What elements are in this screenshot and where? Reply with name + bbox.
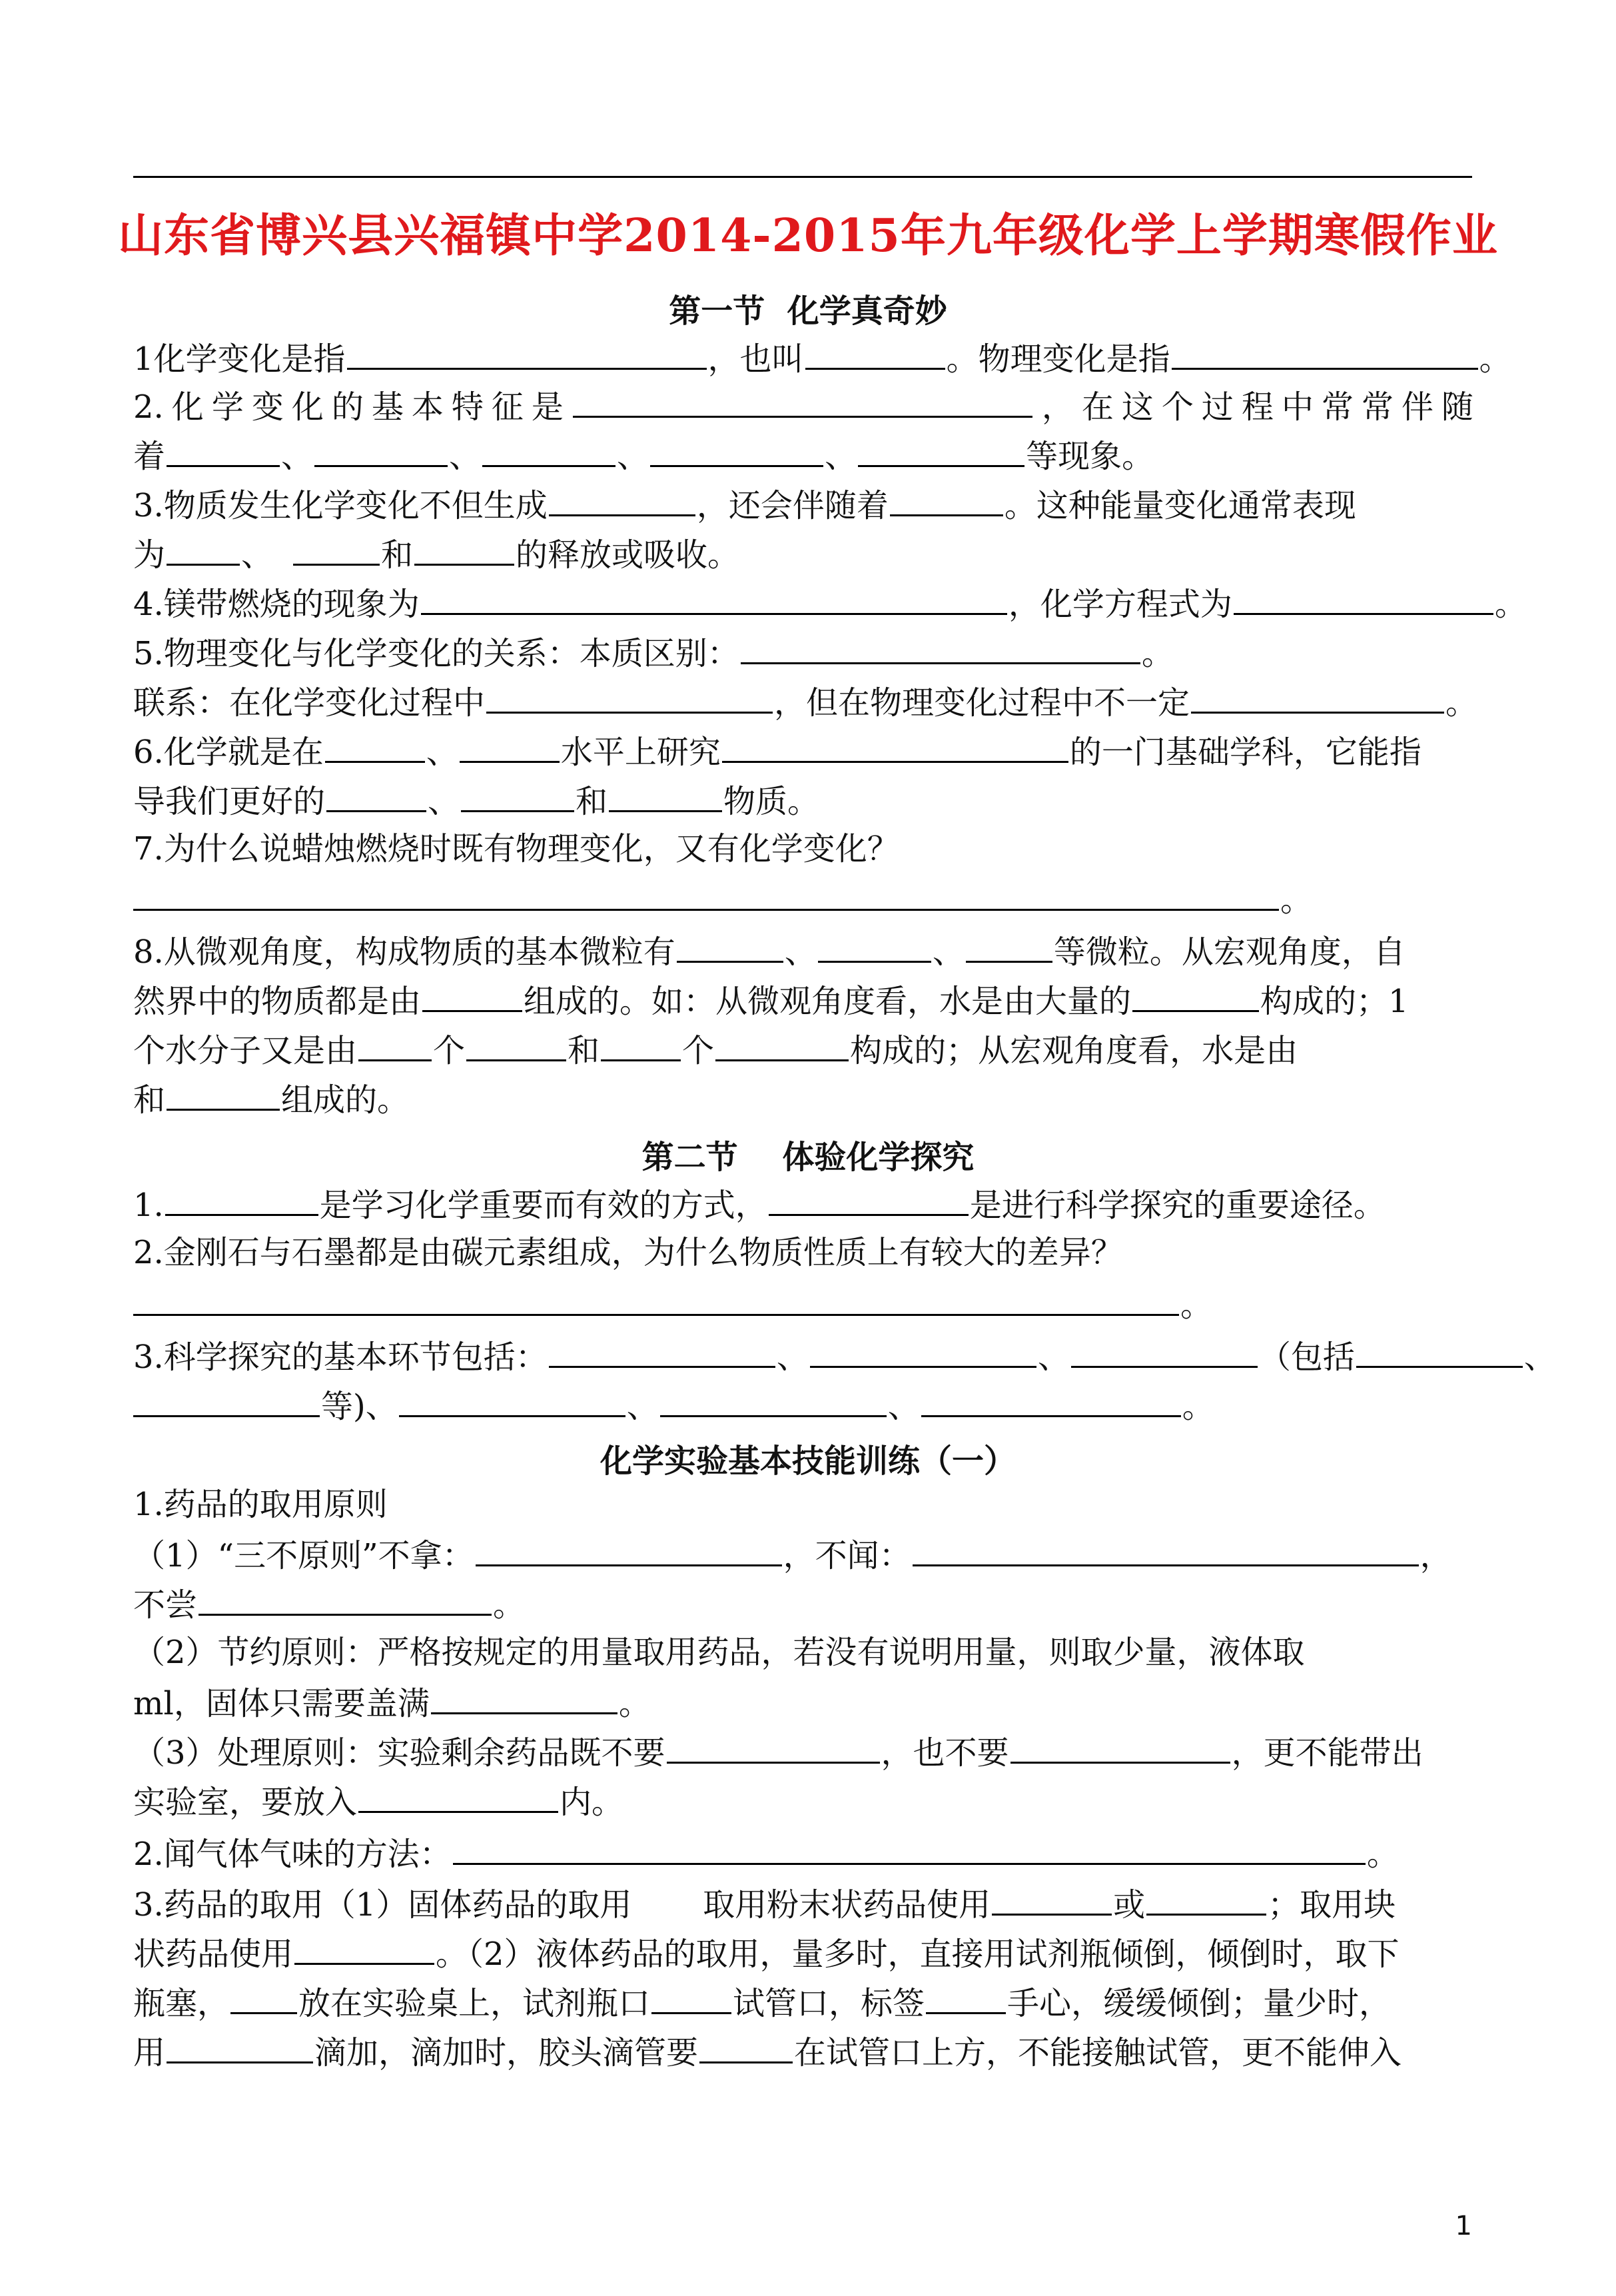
s3-q1-rule1-cont: 不尝 。 xyxy=(133,1583,525,1625)
answer-blank[interactable] xyxy=(230,1982,297,2014)
answer-blank[interactable] xyxy=(722,730,1068,763)
q2-line: 2.化学变化的基本特征是 ，在这个过程中常常伴随 xyxy=(133,385,1473,427)
answer-blank[interactable] xyxy=(461,780,574,812)
answer-blank[interactable] xyxy=(660,1385,887,1417)
answer-blank[interactable] xyxy=(133,1283,1179,1316)
header-rule xyxy=(133,176,1472,178)
answer-blank[interactable] xyxy=(741,632,1140,664)
answer-blank[interactable] xyxy=(165,1183,318,1216)
answer-blank[interactable] xyxy=(326,780,426,812)
page-number: 1 xyxy=(1455,2211,1472,2241)
answer-blank[interactable] xyxy=(167,1078,280,1111)
s2-q2-line: 2.金刚石与石墨都是由碳元素组成，为什么物质性质上有较大的差异？ xyxy=(133,1234,1123,1271)
answer-blank[interactable] xyxy=(573,385,1032,418)
answer-blank[interactable] xyxy=(1132,979,1259,1012)
answer-blank[interactable] xyxy=(358,1029,432,1061)
s3-q1-rule3-cont: 实验室，要放入 内。 xyxy=(133,1780,623,1822)
answer-blank[interactable] xyxy=(1234,582,1493,615)
q7-line: 7.为什么说蜡烛燃烧时既有物理变化，又有化学变化？ xyxy=(133,830,899,867)
answer-blank[interactable] xyxy=(549,1335,775,1368)
answer-blank[interactable] xyxy=(431,1682,617,1714)
answer-blank[interactable] xyxy=(399,1385,625,1417)
answer-blank[interactable] xyxy=(460,730,560,763)
q5-line: 5.物理变化与化学变化的关系：本质区别： 。 xyxy=(133,632,1174,674)
answer-blank[interactable] xyxy=(677,930,783,963)
q1-line: 1化学变化是指 ，也叫 。物理变化是指 。 xyxy=(133,337,1511,379)
q3-line-cont: 为 、 和 的释放或吸收。 xyxy=(133,533,739,575)
answer-blank[interactable] xyxy=(466,1029,566,1061)
answer-blank[interactable] xyxy=(325,730,425,763)
answer-blank[interactable] xyxy=(167,533,240,566)
q7-answer-line: 。 xyxy=(133,878,1312,920)
s3-q1-rule2-line: （2）节约原则：严格按规定的用量取用药品，若没有说明用量，则取少量，液体取 xyxy=(133,1634,1305,1671)
answer-blank[interactable] xyxy=(921,1385,1181,1417)
answer-blank[interactable] xyxy=(651,1982,731,2014)
q2-line-cont: 着 、 、 、 、 等现象。 xyxy=(133,434,1154,476)
answer-blank[interactable] xyxy=(715,1029,849,1061)
answer-blank[interactable] xyxy=(294,1932,434,1965)
answer-blank[interactable] xyxy=(805,337,945,370)
answer-blank[interactable] xyxy=(1146,1883,1266,1916)
answer-blank[interactable] xyxy=(167,434,280,467)
s3-q1-rule3-line: （3）处理原则：实验剩余药品既不要 ，也不要 ，更不能带出 xyxy=(133,1731,1423,1773)
answer-blank[interactable] xyxy=(1010,1731,1230,1764)
answer-blank[interactable] xyxy=(414,533,514,566)
answer-blank[interactable] xyxy=(810,1335,1036,1368)
q6-line-cont: 导我们更好的 、 和 物质。 xyxy=(133,780,819,822)
s3-q3-line: 3.药品的取用（1）固体药品的取用 取用粉末状药品使用 或 ；取用块 xyxy=(133,1883,1396,1925)
s2-q3-line-cont: 等)、 、 、 。 xyxy=(133,1385,1214,1427)
answer-blank[interactable] xyxy=(453,1832,1366,1865)
answer-blank[interactable] xyxy=(1172,337,1478,370)
answer-blank[interactable] xyxy=(818,930,931,963)
q3-line: 3.物质发生化学变化不但生成 ，还会伴随着 。这种能量变化通常表现 xyxy=(133,484,1356,526)
q8-line-cont2: 个水分子又是由 个 和 个 构成的；从宏观角度看，水是由 xyxy=(133,1029,1298,1071)
answer-blank[interactable] xyxy=(699,2031,793,2063)
s3-q3-line-cont2: 瓶塞， 放在实验桌上，试剂瓶口 试管口，标签 手心，缓缓倾倒；量少时， xyxy=(133,1982,1391,2023)
s2-q1-line: 1. 是学习化学重要而有效的方式， 是进行科学探究的重要途径。 xyxy=(133,1183,1386,1225)
s3-q1-rule1-line: （1）“三不原则”不拿： ，不闻： ， xyxy=(133,1534,1452,1576)
answer-blank[interactable] xyxy=(609,780,722,812)
answer-blank[interactable] xyxy=(421,582,1007,615)
answer-blank[interactable] xyxy=(1356,1335,1523,1368)
answer-blank[interactable] xyxy=(913,1534,1419,1566)
answer-blank[interactable] xyxy=(199,1583,492,1616)
answer-blank[interactable] xyxy=(482,434,615,467)
q8-line: 8.从微观角度，构成物质的基本微粒有 、 、 等微粒。从宏观角度，自 xyxy=(133,930,1406,972)
q8-line-cont3: 和 组成的。 xyxy=(133,1078,409,1120)
answer-blank[interactable] xyxy=(966,930,1052,963)
s3-q1-rule2-cont: ml，固体只需要盖满 。 xyxy=(133,1682,651,1724)
section-heading-1: 第一节 化学真奇妙 xyxy=(669,292,947,330)
s3-q2-line: 2.闻气体气味的方法： 。 xyxy=(133,1832,1399,1874)
s3-q3-line-cont: 状药品使用 。（2）液体药品的取用，量多时，直接用试剂瓶倾倒，倾倒时，取下 xyxy=(133,1932,1400,1974)
q6-line: 6.化学就是在 、 水平上研究 的一门基础学科，它能指 xyxy=(133,730,1421,772)
answer-blank[interactable] xyxy=(926,1982,1006,2014)
answer-blank[interactable] xyxy=(167,2031,313,2063)
s3-q3-line-cont3: 用 滴加，滴加时，胶头滴管要 在试管口上方，不能接触试管，更不能伸入 xyxy=(133,2031,1402,2073)
q4-line: 4.镁带燃烧的现象为 ，化学方程式为 。 xyxy=(133,582,1527,624)
answer-blank[interactable] xyxy=(314,434,448,467)
document-title: 山东省博兴县兴福镇中学2014-2015年九年级化学上学期寒假作业 xyxy=(118,209,1498,263)
answer-blank[interactable] xyxy=(601,1029,681,1061)
s2-q3-line: 3.科学探究的基本环节包括： 、 、 （包括 、 xyxy=(133,1335,1556,1377)
answer-blank[interactable] xyxy=(992,1883,1112,1916)
q5-line-cont: 联系：在化学变化过程中 ，但在物理变化过程中不一定 。 xyxy=(133,681,1477,723)
answer-blank[interactable] xyxy=(667,1731,880,1764)
answer-blank[interactable] xyxy=(358,1780,558,1813)
s3-q1-line: 1.药品的取用原则 xyxy=(133,1486,388,1523)
answer-blank[interactable] xyxy=(1071,1335,1258,1368)
answer-blank[interactable] xyxy=(133,1385,320,1417)
section-heading-2: 第二节 体验化学探究 xyxy=(641,1139,975,1176)
answer-blank[interactable] xyxy=(486,681,773,714)
answer-blank[interactable] xyxy=(858,434,1024,467)
answer-blank[interactable] xyxy=(769,1183,969,1216)
answer-blank[interactable] xyxy=(133,878,1279,911)
q8-line-cont: 然界中的物质都是由 组成的。如：从微观角度看，水是由大量的 构成的；1 xyxy=(133,979,1409,1021)
answer-blank[interactable] xyxy=(650,434,823,467)
answer-blank[interactable] xyxy=(422,979,522,1012)
answer-blank[interactable] xyxy=(1191,681,1444,714)
s2-q2-answer-line: 。 xyxy=(133,1283,1212,1325)
answer-blank[interactable] xyxy=(347,337,707,370)
answer-blank[interactable] xyxy=(890,484,1003,516)
answer-blank[interactable] xyxy=(476,1534,782,1566)
answer-blank[interactable] xyxy=(549,484,695,516)
section-heading-3: 化学实验基本技能训练（一） xyxy=(600,1442,1016,1480)
answer-blank[interactable] xyxy=(293,533,380,566)
